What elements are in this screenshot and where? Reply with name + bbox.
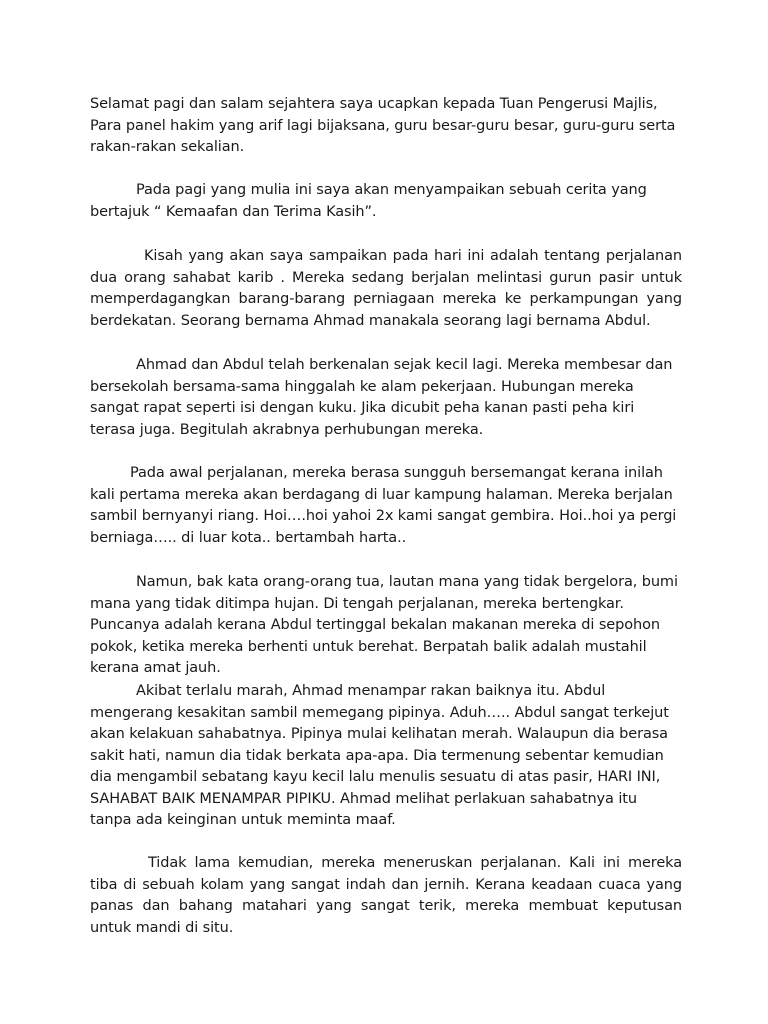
intro-paragraph: Pada pagi yang mulia ini saya akan menyampaikan sebuah cerita yang bertajuk “ Kemaafan dan Terima Kasih”. [90,182,647,220]
story-paragraph-6: Tidak lama kemudian, mereka meneruskan perjalanan. Kali ini mereka tiba di sebuah kolam yang sangat indah dan jernih. Kerana keadaan cuaca yang panas dan bahang matahari yang sangat terik, mereka membuat keputusan untuk mandi di situ. [90,855,682,936]
story-paragraph-1: Kisah yang akan saya sampaikan pada hari ini adalah tentang perjalanan dua orang sahabat karib . Mereka sedang berjalan melintasi gurun pasir untuk memperdagangkan barang-barang perniagaan mereka ke perkampungan yang berdekatan. Seorang bernama Ahmad manakala seorang lagi bernama Abdul. [90,248,682,329]
story-paragraph-4: Namun, bak kata orang-orang tua, lautan mana yang tidak bergelora, bumi mana yang tidak ditimpa hujan. Di tengah perjalanan, mereka bertengkar. Puncanya adalah kerana Abdul tertinggal bekalan makanan mereka di sepohon pokok, ketika mereka berhenti untuk berehat. Berpatah balik adalah mustahil kerana amat jauh. [90,574,678,676]
story-paragraph-5: Akibat terlalu marah, Ahmad menampar rakan baiknya itu. Abdul mengerang kesakitan sambil memegang pipinya. Aduh….. Abdul sangat terkejut akan kelakuan sahabatnya. Pipinya mulai kelihatan merah. Walaupun dia berasa sakit hati, namun dia tidak berkata apa-apa. Dia termenung sebentar kemudian dia mengambil sebatang kayu kecil lalu menulis sesuatu di atas pasir, HARI INI, SAHABAT BAIK MENAMPAR PIPIKU. Ahmad melihat perlakuan sahabatnya itu tanpa ada keinginan untuk meminta maaf. [90,683,669,828]
story-paragraph-2: Ahmad dan Abdul telah berkenalan sejak kecil lagi. Mereka membesar dan bersekolah bersama-sama hinggalah ke alam pekerjaan. Hubungan mereka sangat rapat seperti isi dengan kuku. Jika dicubit peha kanan pasti peha kiri terasa juga. Begitulah akrabnya perhubungan mereka. [90,357,673,438]
greeting-paragraph: Selamat pagi dan salam sejahtera saya ucapkan kepada Tuan Pengerusi Majlis, Para panel hakim yang arif lagi bijaksana, guru besar-guru besar, guru-guru serta rakan-rakan sekalian. [90,96,676,155]
story-paragraph-3: Pada awal perjalanan, mereka berasa sungguh bersemangat kerana inilah kali pertama mereka akan berdagang di luar kampung halaman. Mereka berjalan sambil bernyanyi riang. Hoi….hoi yahoi 2x kami sangat gembira. Hoi..hoi ya pergi berniaga….. di luar kota.. bertambah harta.. [90,465,677,546]
